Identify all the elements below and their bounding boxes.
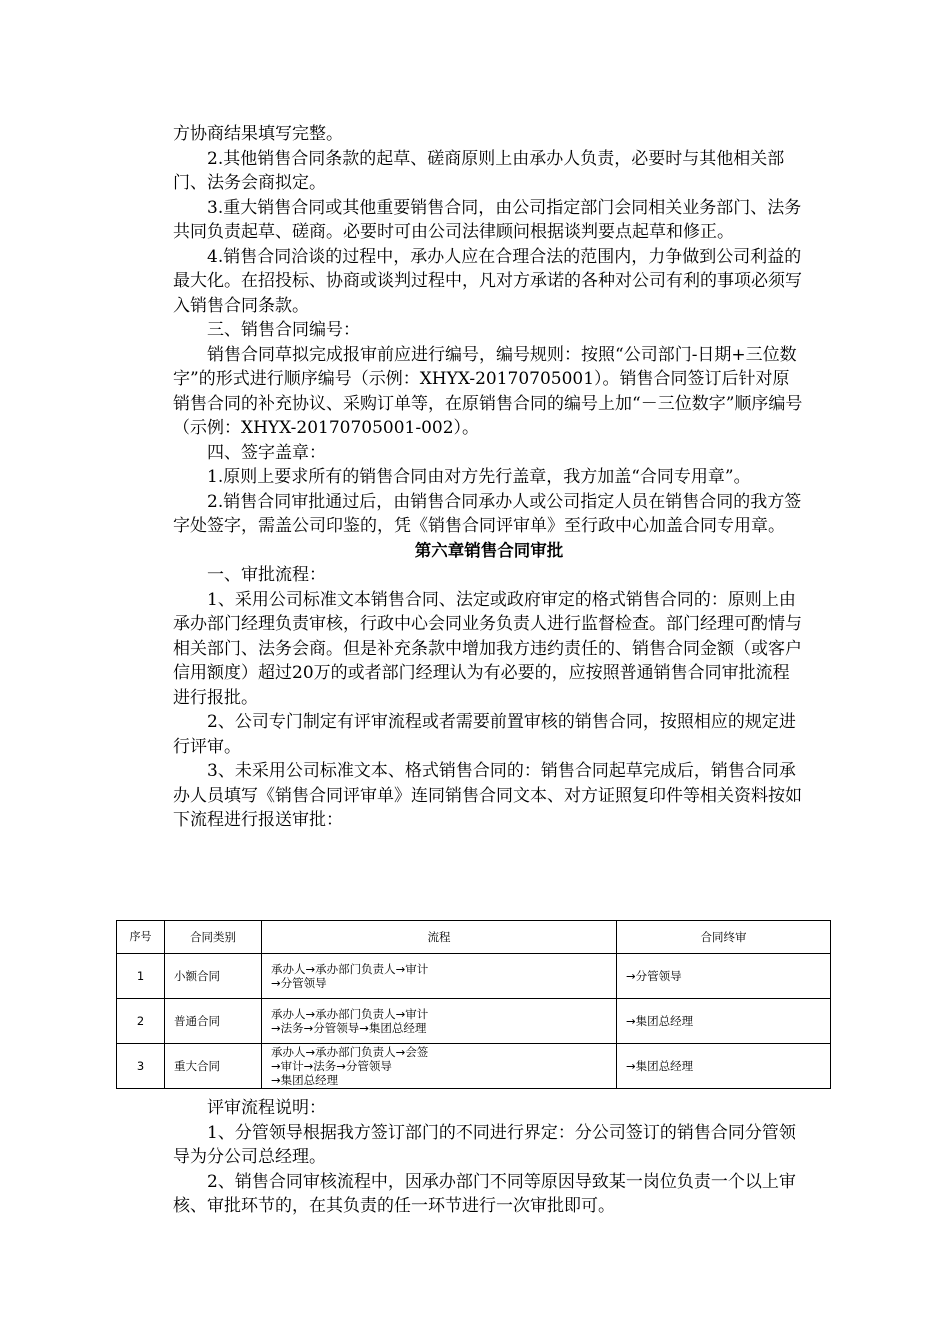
- paragraph: 方协商结果填写完整。: [173, 124, 343, 144]
- paragraph: 1.原则上要求所有的销售合同由对方先行盖章，我方加盖“合同专用章”。: [207, 467, 751, 487]
- header-final: 合同终审: [617, 921, 831, 954]
- table-header-row: [117, 921, 831, 954]
- section-heading: 评审流程说明：: [207, 1098, 326, 1118]
- table-row: [117, 1044, 831, 1089]
- paragraph: 2、销售合同审核流程中，因承办部门不同等原因导致某一岗位负责一个以上审核、审批环节的，在其负责的任一环节进行一次审批即可。: [173, 1171, 796, 1216]
- paragraph: 1、采用公司标准文本销售合同、法定或政府审定的格式销售合同的：原则上由承办部门经理负责审核，行政中心会同业务负责人进行监督检查。部门经理可酌情与相关部门、法务会商。但是补充条款中增加我方违约责任的、销售合同金额（或客户信用额度）超过20万的或者部门经理认为有必要的，应按照普通销售合同审批流程进行报批。: [173, 589, 802, 708]
- paragraph: 2、公司专门制定有评审流程或者需要前置审核的销售合同，按照相应的规定进行评审。: [173, 712, 796, 757]
- cell-final: →集团总经理: [617, 999, 831, 1044]
- header-type: 合同类别: [165, 921, 262, 954]
- cell-type: 普通合同: [165, 999, 262, 1044]
- paragraph: 2.其他销售合同条款的起草、磋商原则上由承办人负责，必要时与其他相关部门、法务会商拟定。: [173, 148, 785, 193]
- flow-line: →法务→分管领导→集团总经理: [271, 1021, 427, 1035]
- paragraph: 1、分管领导根据我方签订部门的不同进行界定：分公司签订的销售合同分管领导为分公司总经理。: [173, 1122, 796, 1167]
- section-heading: 一、审批流程：: [207, 565, 326, 585]
- header-flow: 流程: [262, 921, 617, 954]
- header-no: 序号: [117, 921, 165, 954]
- flow-line: 承办人→承办部门负责人→会签: [271, 1045, 429, 1059]
- paragraph: 2.销售合同审批通过后，由销售合同承办人或公司指定人员在销售合同的我方签字处签字，需盖公司印鉴的，凭《销售合同评审单》至行政中心加盖合同专用章。: [173, 491, 802, 536]
- section-heading: 三、销售合同编号：: [207, 320, 360, 340]
- cell-final: →集团总经理: [617, 1044, 831, 1089]
- flow-line: →集团总经理: [271, 1073, 339, 1087]
- cell-flow: [262, 1044, 617, 1089]
- cell-flow: [262, 999, 617, 1044]
- cell-no: 3: [117, 1044, 165, 1089]
- paragraph: 4.销售合同洽谈的过程中，承办人应在合理合法的范围内，力争做到公司利益的最大化。在招投标、协商或谈判过程中，凡对方承诺的各种对公司有利的事项必须写入销售合同条款。: [173, 246, 802, 316]
- cell-no: 1: [117, 954, 165, 999]
- cell-no: 2: [117, 999, 165, 1044]
- flow-line: →审计→法务→分管领导: [271, 1059, 392, 1073]
- cell-final: →分管领导: [617, 954, 831, 999]
- chapter-heading: 第六章销售合同审批: [414, 540, 564, 560]
- paragraph: 销售合同草拟完成报审前应进行编号，编号规则：按照“公司部门-日期+三位数字”的形式进行顺序编号（示例：XHYX-20170705001）。销售合同签订后针对原销售合同的补充协议、采购订单等，在原销售合同的编号上加“－三位数字”顺序编号（示例：XHYX-20170705001-002）。: [173, 344, 803, 438]
- flow-line: →分管领导: [271, 976, 327, 990]
- document-body-top: [173, 122, 805, 833]
- flow-line: 承办人→承办部门负责人→审计: [271, 962, 429, 976]
- cell-flow: [262, 954, 617, 999]
- paragraph: 3.重大销售合同或其他重要销售合同，由公司指定部门会同相关业务部门、法务共同负责起草、磋商。必要时可由公司法律顾问根据谈判要点起草和修正。: [173, 197, 802, 242]
- flow-line: 承办人→承办部门负责人→审计: [271, 1007, 429, 1021]
- cell-type: 小额合同: [165, 954, 262, 999]
- paragraph: 3、未采用公司标准文本、格式销售合同的：销售合同起草完成后，销售合同承办人员填写《销售合同评审单》连同销售合同文本、对方证照复印件等相关资料按如下流程进行报送审批：: [173, 761, 802, 830]
- table-row: [117, 954, 831, 999]
- cell-type: 重大合同: [165, 1044, 262, 1089]
- document-body-bottom: [173, 1096, 805, 1219]
- section-heading: 四、签字盖章：: [207, 442, 326, 463]
- approval-flow-table: [116, 920, 831, 1089]
- table-row: [117, 999, 831, 1044]
